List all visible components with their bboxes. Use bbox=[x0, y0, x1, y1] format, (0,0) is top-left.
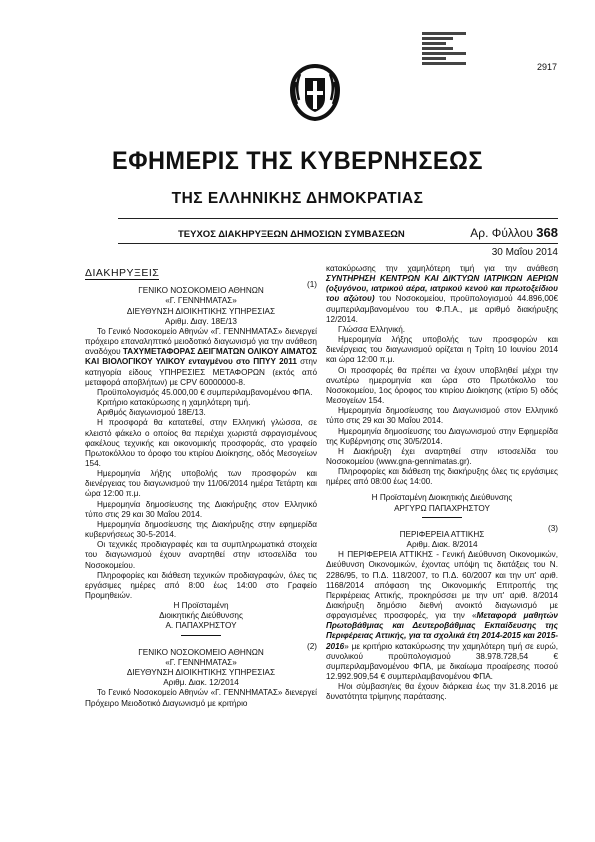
gazette-subtitle: ΤΗΣ ΕΛΛΗΝΙΚΗΣ ΔΗΜΟΚΡΑΤΙΑΣ bbox=[171, 190, 424, 207]
notice1-signature-role: Η Προϊσταμένη bbox=[173, 601, 229, 611]
notice1-submission: Η προσφορά θα κατατεθεί, στην Ελληνική γλώσσα, σε κλειστό φάκελο ο οποίος θα περιέχει χωριστά σφραγισμένους φακέλους τεχνικής και οικονομικής προσφοράς, στο γραφείο Πρωτοκόλλου το όροφο του κτιρίου Διοίκησης, οδός Μεσογείων 154. bbox=[85, 418, 317, 468]
notice3-ref: Αριθμ. Διακ. 8/2014 bbox=[406, 540, 478, 550]
separator bbox=[181, 635, 221, 636]
notice1-paragraph: Το Γενικό Νοσοκομείο Αθηνών «Γ. ΓΕΝΝΗΜΑΤΑΣ» διενεργεί πρόχειρο επαναληπτικό μειοδοτικό διαγωνισμό για την ανάθεση αναδόχου ΤΑΧΥΜΕΤΑΦΟΡΑΣ ΔΕΙΓΜΑΤΩΝ ΟΛΙΚΟΥ ΑΙΜΑΤΟΣ ΚΑΙ ΒΙΟΛΟΓΙΚΟΥ ΥΛΙΚΟΥ ενταγμένου στο ΠΠΥΥ 2011 στην κατηγορία είδους ΥΠΗΡΕΣΙΕΣ ΜΕΤΑΦΟΡΩΝ (εκτός από μεταφορά αποβλήτων) με CPV 60000000-8. bbox=[85, 326, 317, 387]
notice1-org: ΓΕΝΙΚΟ ΝΟΣΟΚΟΜΕΙΟ ΑΘΗΝΩΝ bbox=[138, 286, 264, 296]
notice1-hospital: «Γ. ΓΕΝΝΗΜΑΤΑΣ» bbox=[165, 296, 237, 306]
notice2-press-date: Ημερομηνία δημοσίευσης του Διαγωνισμού στον Ελληνικό τύπο στις 29 και 30 Μαΐου 2014. bbox=[326, 406, 558, 426]
notice2-deadline: Ημερομηνία λήξης υποβολής των προσφορών και διενέργειας του διαγωνισμού ορίζεται η Τρίτη 10 Ιουνίου 2014 και ώρα 12:00 π.μ. bbox=[326, 335, 558, 365]
notice2-org: ΓΕΝΙΚΟ ΝΟΣΟΚΟΜΕΙΟ ΑΘΗΝΩΝ bbox=[138, 647, 264, 657]
greek-coat-of-arms-icon bbox=[288, 62, 342, 122]
notice1-dept: ΔΙΕΥΘΥΝΣΗ ΔΙΟΙΚΗΤΙΚΗΣ ΥΠΗΡΕΣΙΑΣ bbox=[126, 306, 276, 316]
issue-type: ΤΕΥΧΟΣ ΔΙΑΚΗΡΥΞΕΩΝ ΔΗΜΟΣΙΩΝ ΣΥΜΒΑΣΕΩΝ bbox=[178, 229, 405, 240]
notice1-signature-dept: Διοικητικής Διεύθυνσης bbox=[159, 611, 243, 621]
sheet-number-value: 368 bbox=[536, 225, 558, 240]
notice-number-2: (2) bbox=[306, 641, 317, 651]
notice2-info: Πληροφορίες και διάθεση της διακήρυξης όλες τις εργάσιμες ημέρες από 08:00 έως 14:00. bbox=[326, 467, 558, 487]
notice1-budget: Προϋπολογισμός 45.000,00 € συμπεριλαμβανομένου ΦΠΑ. bbox=[97, 387, 313, 397]
notice1-number: Αριθμός διαγωνισμού 18Ε/13. bbox=[97, 408, 206, 418]
page-number: 2917 bbox=[536, 62, 557, 72]
notice2-paragraph: Το Γενικό Νοσοκομείο Αθηνών «Γ. ΓΕΝΝΗΜΑΤΑΣ» διενεργεί Πρόχειρο Μειοδοτικό Διαγωνισμό με κριτήριο bbox=[85, 688, 317, 708]
notice3-paragraph: Η ΠΕΡΙΦΕΡΕΙΑ ΑΤΤΙΚΗΣ - Γενική Διεύθυνση Οικονομικών, Διεύθυνση Οικονομικών, έχοντας υπόψη τις διατάξεις του Ν. 2286/95, το Π.Δ. 118/2007, το Π.Δ. 60/2007 και την υπ' αριθ. 1168/2014 απόφαση της Οικονομικής Επιτροπής της Περιφέρειας Αττικής, προκηρύσσει με την υπ' αριθ. 8/2014 Διακήρυξη δημόσιο διεθνή ανοικτό διαγωνισμό με σφραγισμένες προσφορές, για την «Μεταφορά μαθητών Πρωτοβάθμιας και Δευτεροβάθμιας Εκπαίδευσης της Περιφέρειας Αττικής, για τα σχολικά έτη 2014-2015 και 2015-2016» με κριτήριο κατακύρωσης την χαμηλότερη τιμή σε ευρώ, συνολικού προϋπολογισμού 38.978.728,54 € συμπεριλαμβανομένου ΦΠΑ, με δικαίωμα προαίρεσης ποσού 12.992.909,54 € συμπεριλαμβανομένου ΦΠΑ. bbox=[326, 550, 558, 682]
gazette-title: ΕΦΗΜΕΡΙΣ ΤΗΣ ΚΥΒΕΡΝΗΣΕΩΣ bbox=[112, 147, 483, 175]
notice1-ref: Αριθμ. Διαγ. 18Ε/13 bbox=[165, 316, 237, 326]
notice1-press-date: Ημερομηνία δημοσίευσης της Διακήρυξης στον Ελληνικό τύπο στις 29 και 30 Μαΐου 2014. bbox=[85, 499, 317, 519]
notice-number-3: (3) bbox=[547, 523, 558, 533]
notice2-continued: κατακύρωσης την χαμηλότερη τιμή για την ανάθεση ΣΥΝΤΗΡΗΣΗ ΚΕΝΤΡΩΝ ΚΑΙ ΔΙΚΤΥΩΝ ΙΑΤΡΙΚΩΝ ΑΕΡΙΩΝ (οξυγόνου, ιατρικού αέρα, ιατρικού κενού και πρωτοξείδιου του αζώτου) του Νοσοκομείου, προϋπολογισμού 44.896,00€ συμπεριλαμβανομένου του Φ.Π.Α., με αριθμό διακήρυξης 12/2014. bbox=[326, 264, 558, 324]
notice1-criterion: Κριτήριο κατακύρωσης η χαμηλότερη τιμή. bbox=[97, 398, 251, 408]
notice2-submission: Οι προσφορές θα πρέπει να έχουν υποβληθεί μέχρι την ανωτέρω ημερομηνία και ώρα στο Πρωτόκολλο του Νοσοκομείου, 1ος όροφος του κτιρίου Διοίκησης (κτίριο 5) οδός Μεσογείων 154. bbox=[326, 365, 558, 406]
notice2-ref: Αριθμ. Διακ. 12/2014 bbox=[163, 678, 239, 688]
notice1-info: Πληροφορίες και διάθεση τεχνικών προδιαγραφών, όλες τις εργάσιμες ημέρες από 8:00 έως 14:00 στο Γραφείο Προμηθειών. bbox=[85, 570, 317, 600]
notice2-language: Γλώσσα Ελληνική. bbox=[338, 324, 406, 334]
section-heading: ΔΙΑΚΗΡΥΞΕΙΣ bbox=[85, 267, 160, 279]
sheet-number bbox=[470, 225, 558, 240]
separator bbox=[422, 517, 462, 518]
header-rule-top bbox=[118, 218, 558, 219]
notice2-signature-name: ΑΡΓΥΡΩ ΠΑΠΑΧΡΗΣΤΟΥ bbox=[394, 503, 490, 513]
notice2-gazette-date: Ημερομηνία δημοσίευσης του Διαγωνισμού στην Εφημερίδα της Κυβέρνησης στις 30/5/2014. bbox=[326, 426, 558, 446]
notice-number-1: (1) bbox=[306, 280, 317, 290]
barcode-stamp bbox=[422, 30, 466, 82]
notice2-dept: ΔΙΕΥΘΥΝΣΗ ΔΙΟΙΚΗΤΙΚΗΣ ΥΠΗΡΕΣΙΑΣ bbox=[126, 668, 276, 678]
notice2-signature-role: Η Προϊσταμένη Διοικητικής Διεύθυνσης bbox=[371, 493, 513, 503]
notice1-deadline: Ημερομηνία λήξης υποβολής των προσφορών και διενέργειας του διαγωνισμού την 11/06/2014 ημέρα Τετάρτη και ώρα 12:00 π.μ. bbox=[85, 469, 317, 499]
notice2-hospital: «Γ. ΓΕΝΝΗΜΑΤΑΣ» bbox=[165, 657, 237, 667]
issue-date: 30 Μαΐου 2014 bbox=[491, 247, 558, 258]
notice2-website: Η Διακήρυξη έχει αναρτηθεί στην ιστοσελίδα του Νοσοκομείου (www.gna-gennimatas.gr). bbox=[326, 446, 558, 466]
header-rule-bottom bbox=[118, 243, 558, 244]
notice3-duration: Η/οι σύμβαση/εις θα έχουν διάρκεια έως την 31.8.2016 με δυνατότητα τρίμηνης παράτασης. bbox=[326, 682, 558, 702]
notice1-gazette-date: Ημερομηνία δημοσίευσης της Διακήρυξης στην εφημερίδα κυβερνήσεως 30-5-2014. bbox=[85, 519, 317, 540]
left-column bbox=[85, 262, 317, 709]
notice1-specs: Οι τεχνικές προδιαγραφές και τα συμπληρωματικά στοιχεία του διαγωνισμού έχουν αναρτηθεί στην ιστοσελίδα του Νοσοκομείου. bbox=[85, 540, 317, 570]
right-column bbox=[326, 264, 558, 703]
sheet-number-label: Αρ. Φύλλου bbox=[470, 226, 533, 240]
notice1-signature-name: Α. ΠΑΠΑΧΡΗΣΤΟΥ bbox=[165, 621, 237, 631]
notice3-org: ΠΕΡΙΦΕΡΕΙΑ ΑΤΤΙΚΗΣ bbox=[399, 529, 485, 539]
